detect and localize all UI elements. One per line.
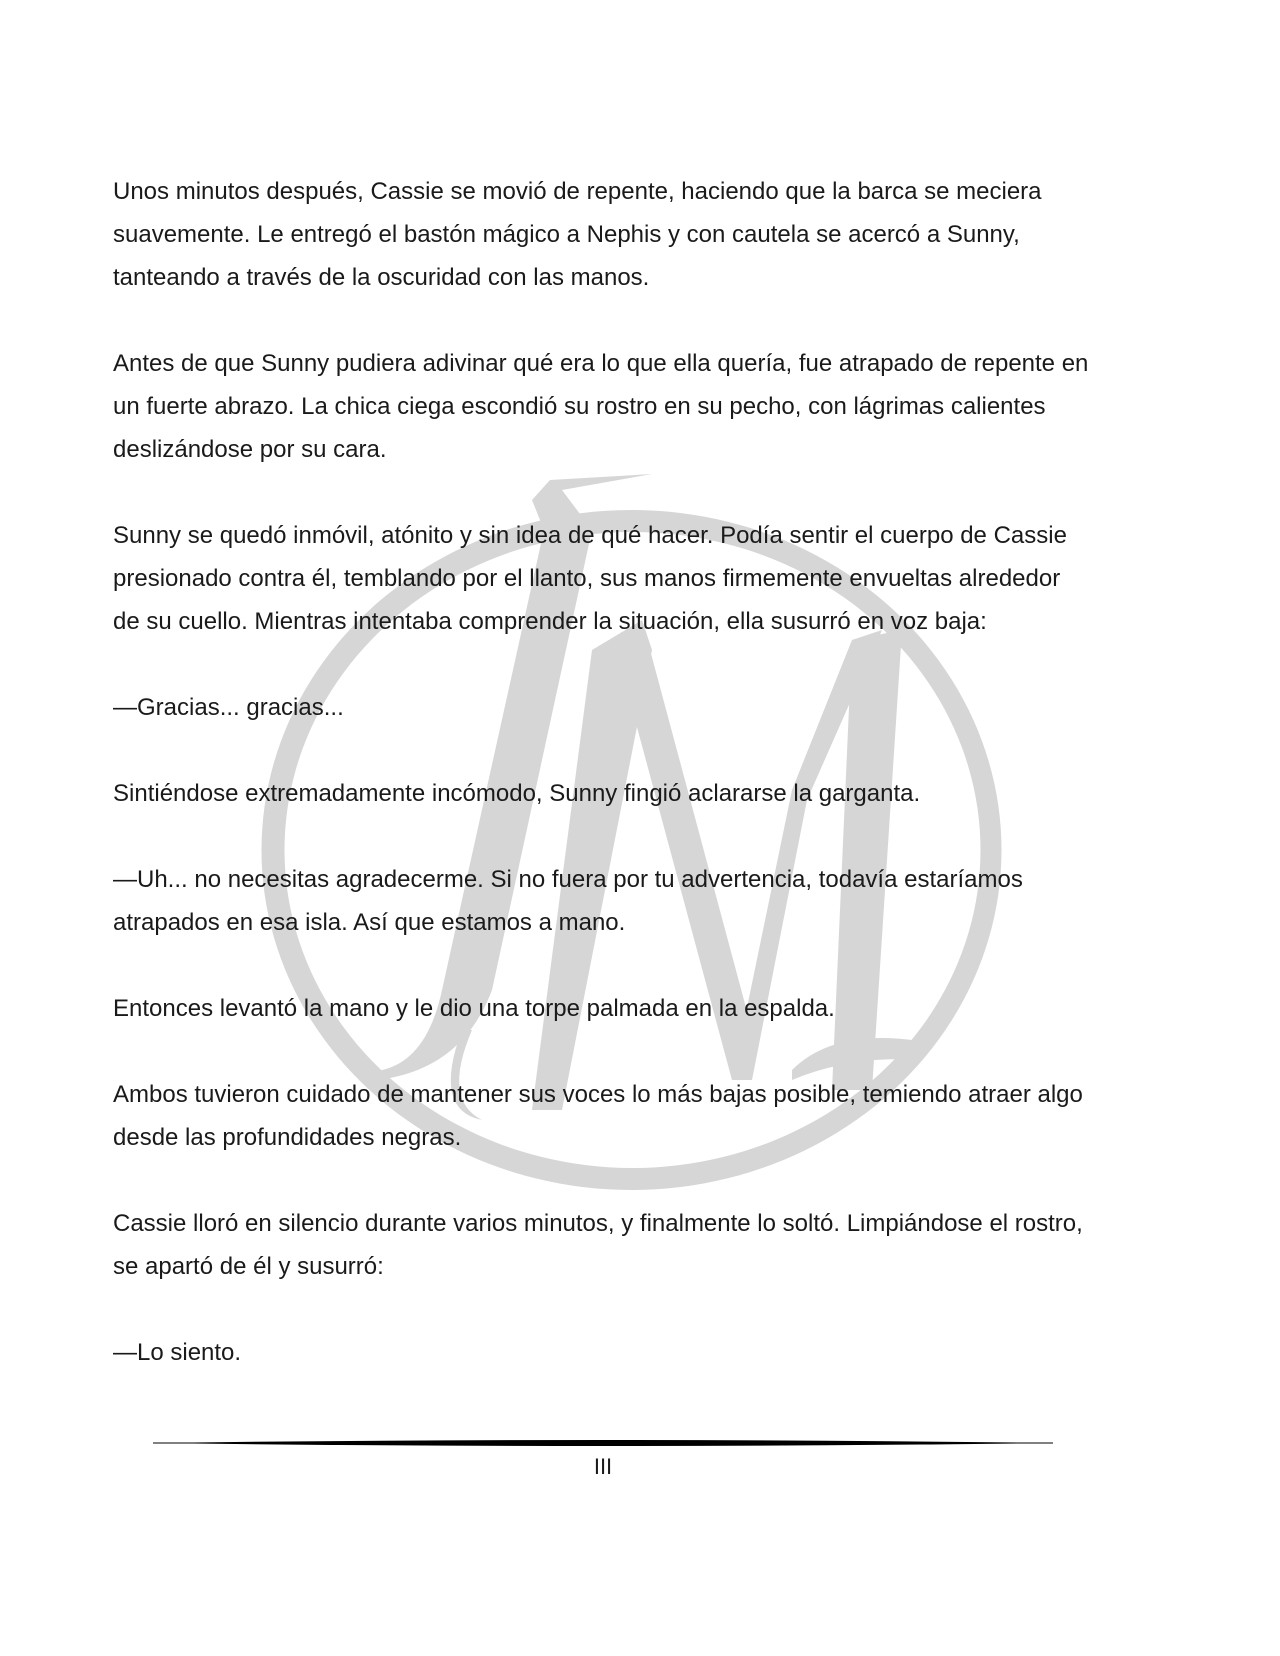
dialogue-line: —Gracias... gracias...: [113, 694, 344, 721]
page-number: III: [593, 1454, 613, 1479]
paragraph: Unos minutos después, Cassie se movió de repente, haciendo que la barca se meciera suavemente. Le entregó el bastón mágico a Nephis y con cautela se acercó a Sunny, tanteando a través de la oscuridad con las manos.: [113, 178, 1042, 291]
footer-divider: [153, 1437, 1053, 1449]
paragraph: Sintiéndose extremadamente incómodo, Sunny fingió aclararse la garganta.: [113, 780, 921, 807]
paragraph: Sunny se quedó inmóvil, atónito y sin idea de qué hacer. Podía sentir el cuerpo de Cassie presionado contra él, temblando por el llanto, sus manos firmemente envueltas alrededor de su cuello. Mientras intentaba comprender la situación, ella susurró en voz baja:: [113, 522, 1067, 635]
paragraph: Antes de que Sunny pudiera adivinar qué era lo que ella quería, fue atrapado de repente en un fuerte abrazo. La chica ciega escondió su rostro en su pecho, con lágrimas calientes deslizándose por su cara.: [113, 350, 1089, 463]
dialogue-line: —Uh... no necesitas agradecerme. Si no fuera por tu advertencia, todavía estaríamos atrapados en esa isla. Así que estamos a mano.: [113, 866, 1023, 936]
paragraph: Entonces levantó la mano y le dio una torpe palmada en la espalda.: [113, 995, 835, 1022]
dialogue-line: —Lo siento.: [113, 1339, 242, 1366]
paragraph: Cassie lloró en silencio durante varios minutos, y finalmente lo soltó. Limpiándose el rostro, se apartó de él y susurró:: [113, 1210, 1083, 1280]
chapter-text: [113, 170, 1090, 1417]
paragraph: Ambos tuvieron cuidado de mantener sus voces lo más bajas posible, temiendo atraer algo desde las profundidades negras.: [113, 1081, 1083, 1151]
